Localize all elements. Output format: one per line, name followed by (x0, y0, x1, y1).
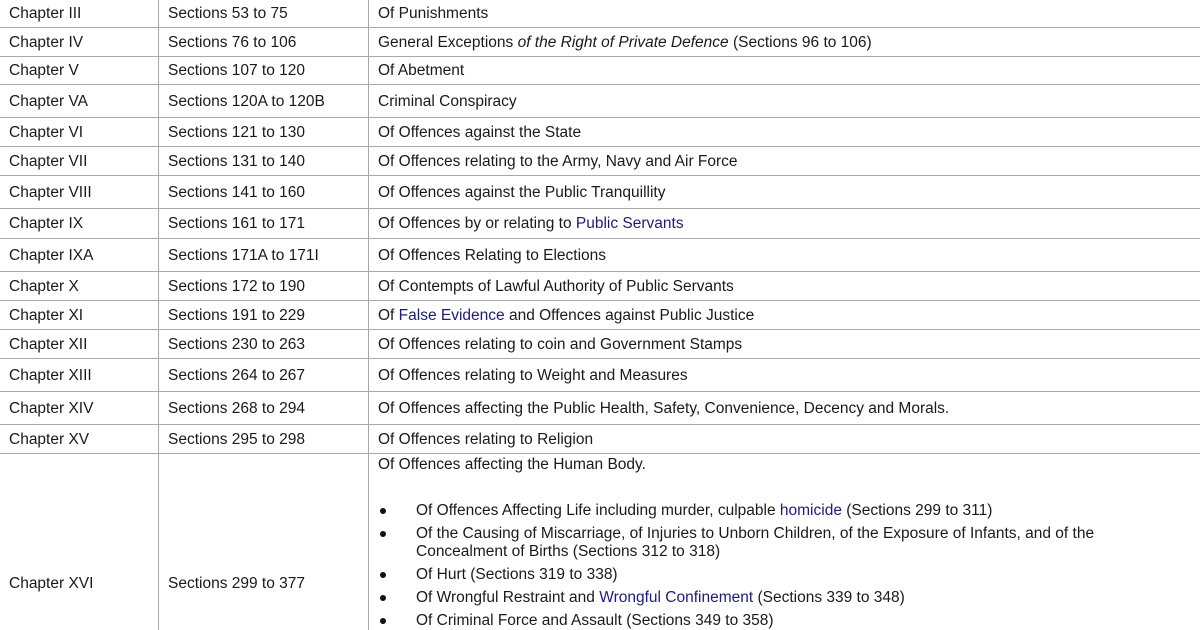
sections-cell: Sections 230 to 263 (159, 330, 369, 359)
list-item (378, 566, 1161, 584)
bullet-icon (380, 618, 386, 624)
table-row (0, 147, 1200, 176)
description-cell (369, 272, 1200, 301)
public-servants-link[interactable]: Public Servants (575, 215, 684, 232)
sections-cell: Sections 76 to 106 (159, 28, 369, 57)
description-text: Of Abetment (378, 62, 465, 79)
sections-cell: Sections 141 to 160 (159, 176, 369, 209)
sub-section-list (378, 502, 1200, 630)
list-item (378, 502, 1161, 520)
chapter-cell: Chapter IV (0, 28, 159, 57)
chapter-cell: Chapter V (0, 57, 159, 85)
table-row (0, 239, 1200, 272)
sections-cell: Sections 264 to 267 (159, 359, 369, 392)
description-cell (369, 28, 1200, 57)
sections-cell: Sections 107 to 120 (159, 57, 369, 85)
table-row (0, 176, 1200, 209)
chapter-cell: Chapter XV (0, 425, 159, 454)
list-item-text: (Sections 339 to 348) (753, 589, 905, 606)
description-text: Of Offences relating to coin and Government Stamps (378, 335, 743, 353)
description-text: Of Offences Relating to Elections (378, 246, 607, 264)
chapter-cell: Chapter VA (0, 85, 159, 118)
sections-cell: Sections 299 to 377 (159, 454, 369, 630)
description-intro: Of Offences affecting the Human Body. (378, 456, 646, 473)
list-item (378, 525, 1161, 561)
description-text: Of Contempts of Lawful Authority of Public Servants (378, 277, 734, 295)
description-cell (369, 85, 1200, 118)
bullet-icon (380, 595, 386, 601)
description-text: Of Offences against the Public Tranquillity (378, 183, 666, 201)
table-row (0, 330, 1200, 359)
chapter-cell: Chapter VIII (0, 176, 159, 209)
table-row (0, 272, 1200, 301)
sections-cell: Sections 53 to 75 (159, 0, 369, 28)
sections-cell: Sections 171A to 171I (159, 239, 369, 272)
chapter-cell: Chapter IX (0, 209, 159, 239)
table-row (0, 425, 1200, 454)
list-item-text: Of the Causing of Miscarriage, of Injuries to Unborn Children, of the Exposure of Infants, and of the Concealment of Births (Sections 312 to 318) (416, 525, 1095, 560)
description-text: Of Offences relating to Weight and Measures (378, 366, 688, 384)
chapter-cell: Chapter XI (0, 301, 159, 330)
description-text: (Sections 96 to 106) (728, 33, 872, 51)
description-cell (369, 239, 1200, 272)
bullet-icon (380, 531, 386, 537)
chapter-cell: Chapter VII (0, 147, 159, 176)
description-cell (369, 330, 1200, 359)
table-row (0, 28, 1200, 57)
sections-cell: Sections 295 to 298 (159, 425, 369, 454)
description-cell (369, 209, 1200, 239)
sections-cell: Sections 268 to 294 (159, 392, 369, 425)
chapter-cell: Chapter XVI (0, 454, 159, 630)
chapter-cell: Chapter VI (0, 118, 159, 147)
false-evidence-link[interactable]: False Evidence (398, 306, 505, 324)
chapter-cell: Chapter XIII (0, 359, 159, 392)
sections-cell: Sections 120A to 120B (159, 85, 369, 118)
list-item-text: Of Hurt (Sections 319 to 338) (416, 566, 618, 583)
sections-cell: Sections 172 to 190 (159, 272, 369, 301)
description-text: Of (378, 306, 399, 324)
description-text: Of Offences relating to the Army, Navy and Air Force (378, 152, 738, 170)
list-item-text: Of Criminal Force and Assault (Sections 349 to 358) (416, 612, 774, 629)
description-text: Of Punishments (378, 5, 489, 22)
list-item-text: Of Offences Affecting Life including murder, culpable (416, 502, 780, 519)
description-cell (369, 425, 1200, 454)
bullet-icon (380, 572, 386, 578)
table-row (0, 0, 1200, 28)
bullet-icon (380, 508, 386, 514)
chapter-cell: Chapter X (0, 272, 159, 301)
description-cell (369, 454, 1200, 630)
description-text: General Exceptions (378, 33, 518, 51)
list-item (378, 612, 1161, 630)
description-cell (369, 57, 1200, 85)
description-cell (369, 301, 1200, 330)
list-item-text: Of Wrongful Restraint and (416, 589, 600, 606)
chapter-cell: Chapter XII (0, 330, 159, 359)
table-row (0, 85, 1200, 118)
table-row (0, 359, 1200, 392)
description-text: Criminal Conspiracy (378, 92, 517, 110)
description-cell (369, 176, 1200, 209)
table-row (0, 57, 1200, 85)
table-row (0, 118, 1200, 147)
description-cell (369, 147, 1200, 176)
description-italic: of the Right of Private Defence (517, 33, 729, 51)
table-row (0, 209, 1200, 239)
list-item-text: (Sections 299 to 311) (841, 502, 993, 519)
chapter-cell: Chapter IXA (0, 239, 159, 272)
description-text: Of Offences by or relating to (378, 215, 576, 232)
description-text: Of Offences against the State (378, 123, 582, 141)
description-text: Of Offences relating to Religion (378, 430, 594, 448)
chapter-cell: Chapter XIV (0, 392, 159, 425)
list-item (378, 589, 1161, 607)
table-row (0, 301, 1200, 330)
sections-cell: Sections 121 to 130 (159, 118, 369, 147)
sections-cell: Sections 131 to 140 (159, 147, 369, 176)
description-text: and Offences against Public Justice (504, 306, 755, 324)
homicide-link[interactable]: homicide (779, 502, 842, 519)
description-cell (369, 118, 1200, 147)
chapter-cell: Chapter III (0, 0, 159, 28)
sections-cell: Sections 161 to 171 (159, 209, 369, 239)
description-cell (369, 392, 1200, 425)
table-row (0, 454, 1200, 630)
description-text: Of Offences affecting the Public Health, Safety, Convenience, Decency and Morals. (378, 399, 950, 417)
sections-cell: Sections 191 to 229 (159, 301, 369, 330)
table-row (0, 392, 1200, 425)
description-cell (369, 0, 1200, 28)
wrongful-confinement-link[interactable]: Wrongful Confinement (599, 589, 754, 606)
description-cell (369, 359, 1200, 392)
